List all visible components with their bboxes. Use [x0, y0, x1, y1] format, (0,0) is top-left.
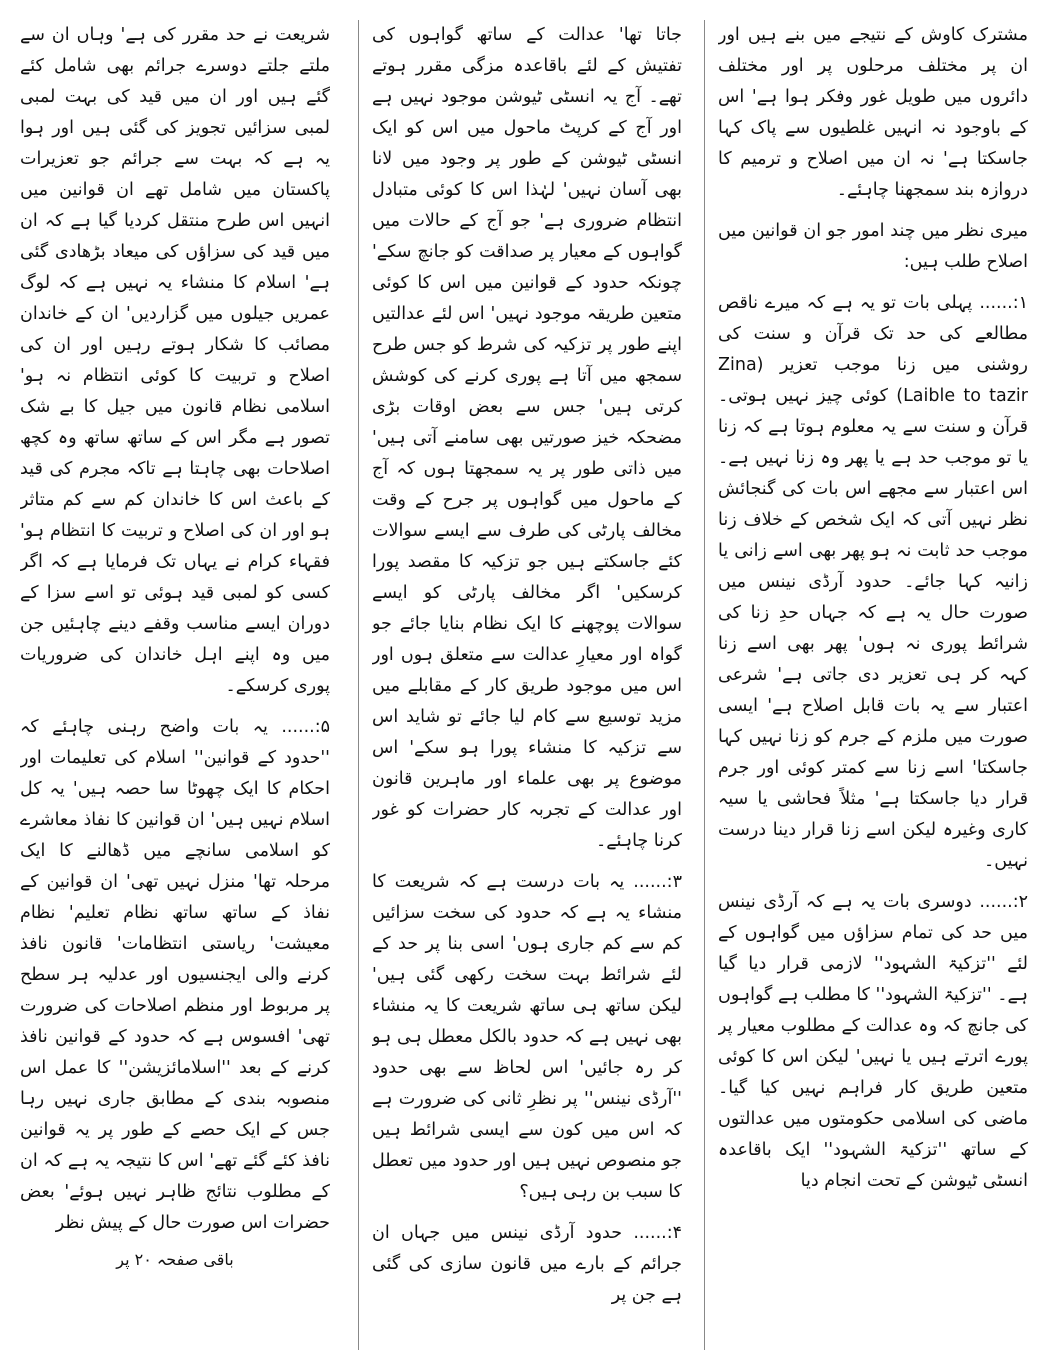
paragraph: ۵:...... یہ بات واضح رہنی چاہئے کہ ''حدود کے قوانین'' اسلام کی تعلیمات اور احکام کا ایک چھوٹا سا حصہ ہیں' یہ کل اسلام نہیں ہیں' ان قوانین کا نفاذ معاشرے کو اسلامی سانچے میں ڈھالنے کا ایک مرحلہ تھا' منزل نہیں تھی' ان قوانین کے نفاذ کے ساتھ ساتھ نظام تعلیم' نظام معیشت' ریاستی انتظامات' قانون نافذ کرنے والی ایجنسیوں اور عدلیہ ہر سطح پر مربوط اور منظم اصلاحات کی ضرورت تھی' افسوس ہے کہ حدود کے قوانین نافذ کرنے کے بعد ''اسلامائزیشن'' کا عمل اس منصوبہ بندی کے مطابق جاری نہیں رہا جس کے ایک حصے کے طور پر یہ قوانین نافذ کئے گئے تھے' اس کا نتیجہ یہ ہے کہ ان کے مطلوب نتائج ظاہر نہیں ہوئے' بعض حضرات اس صورت حال کے پیش نظر: [20, 717, 330, 1233]
paragraph: مشترک کاوش کے نتیجے میں بنے ہیں اور ان پر مختلف مرحلوں پر اور مختلف دائروں میں طویل غور وفکر ہوا ہے' اس کے باوجود نہ انہیں غلطیوں سے پاک کہا جاسکتا ہے' نہ ان میں اصلاح و ترمیم کا دروازہ بند سمجھنا چاہئے۔: [718, 25, 1028, 200]
paragraph: ۱:...... پہلی بات تو یہ ہے کہ میرے ناقص مطالعے کی حد تک قرآن و سنت کی روشنی میں زنا موجب تعزیر (Zina Laible to tazir) کوئی چیز نہیں ہوتی۔ قرآن و سنت سے یہ معلوم ہوتا ہے کہ زنا یا تو موجب حد ہے یا پھر وہ زنا نہیں ہے۔ اس اعتبار سے مجھے اس بات کی گنجائش نظر نہیں آتی کہ ایک شخص کے خلاف زنا موجب حد ثابت نہ ہو پھر بھی اسے زانی یا زانیہ کہا جائے۔ حدود آرڈی نینس میں صورت حال یہ ہے کہ جہاں حدِ زنا کی شرائط پوری نہ ہوں' پھر بھی اسے زنا کہہ کر ہی تعزیر دی جاتی ہے' شرعی اعتبار سے یہ بات قابل اصلاح ہے' ایسی صورت میں ملزم کے جرم کو زنا نہیں کہا جاسکتا' اسے زنا سے کمتر کوئی اور جرم قرار دیا جاسکتا ہے' مثلاً فحاشی یا سیہ کاری وغیرہ لیکن اسے زنا قرار دینا درست نہیں۔: [718, 293, 1028, 871]
paragraph: میری نظر میں چند امور جو ان قوانین میں اصلاح طلب ہیں:: [718, 221, 1028, 272]
paragraph: جاتا تھا' عدالت کے ساتھ گواہوں کی تفتیش کے لئے باقاعدہ مزگی مقرر ہوتے تھے۔ آج یہ انسٹی ٹیوشن موجود نہیں ہے اور آج کے کرپٹ ماحول میں اس کو ایک انسٹی ٹیوشن کے طور پر وجود میں لانا بھی آسان نہیں' لہٰذا اس کا کوئی متبادل انتظام ضروری ہے' جو آج کے حالات میں گواہوں کے معیار پر صداقت کو جانچ سکے' چونکہ حدود کے قوانین میں اس کا کوئی متعین طریقہ موجود نہیں' اس لئے عدالتیں اپنے طور پر تزکیہ کی شرط کو جس طرح سمجھ میں آتا ہے پوری کرنے کی کوشش کرتی ہیں' جس سے بعض اوقات بڑی مضحکہ خیز صورتیں بھی سامنے آتی ہیں' میں ذاتی طور پر یہ سمجھتا ہوں کہ آج کے ماحول میں گواہوں پر جرح کے وقت مخالف پارٹی کی طرف سے ایسے سوالات کئے جاسکتے ہیں جو تزکیہ کا مقصد پورا کرسکیں' اگر مخالف پارٹی کو ایسے سوالات پوچھنے کا ایک نظام بنایا جائے جو گواہ اور معیارِ عدالت سے متعلق ہوں اور اس میں موجود طریق کار کے مقابلے میں مزید توسیع سے کام لیا جائے تو شاید اس سے تزکیہ کا منشاء پورا ہو سکے' اس موضوع پر بھی علماء اور ماہرین قانون اور عدالت کے تجربہ کار حضرات کو غور کرنا چاہئے۔: [372, 25, 682, 851]
column-divider: [704, 20, 705, 1350]
continued-on-page-note: باقی صفحہ ۲۰ پر: [116, 1250, 234, 1269]
paragraph: ۳:...... یہ بات درست ہے کہ شریعت کا منشاء یہ ہے کہ حدود کی سخت سزائیں کم سے کم جاری ہوں' اسی بنا پر حد کے لئے شرائط بہت سخت رکھی گئی ہیں' لیکن ساتھ ہی ساتھ شریعت کا یہ منشاء بھی نہیں ہے کہ حدود بالکل معطل ہی ہو کر رہ جائیں' اس لحاظ سے بھی حدود ''آرڈی نینس'' پر نظرِ ثانی کی ضرورت ہے کہ اس میں کون سے ایسی شرائط ہیں جو منصوص نہیں ہیں اور حدود میں تعطل کا سبب بن رہی ہیں؟: [372, 872, 682, 1202]
text-column-middle: [372, 20, 682, 1350]
paragraph: شریعت نے حد مقرر کی ہے' وہاں ان سے ملتے جلتے دوسرے جرائم بھی شامل کئے گئے ہیں اور ان میں قید کی بہت لمبی لمبی سزائیں تجویز کی گئی ہیں اور ہوا یہ ہے کہ بہت سے جرائم جو تعزیرات پاکستان میں شامل تھے ان قوانین میں انہیں اس طرح منتقل کردیا گیا ہے کہ ان میں قید کی سزاؤں کی میعاد بڑھادی گئی ہے' اسلام کا منشاء یہ نہیں ہے کہ لوگ عمریں جیلوں میں گزاردیں' ان کے خاندان مصائب کا شکار ہوتے رہیں اور ان کی اصلاح و تربیت کا کوئی انتظام نہ ہو' اسلامی نظام قانون میں جیل کا بے شک تصور ہے مگر اس کے ساتھ ساتھ وہ کچھ اصلاحات بھی چاہتا ہے تاکہ مجرم کی قید کے باعث اس کا خاندان کم سے کم متاثر ہو اور ان کی اصلاح و تربیت کا انتظام ہو' فقہاء کرام نے یہاں تک فرمایا ہے کہ اگر کسی کو لمبی قید ہوئی تو اسے سزا کے دوران ایسے مناسب وقفے دینے چاہئیں جن میں وہ اپنے اہل خاندان کی ضروریات پوری کرسکے۔: [20, 25, 330, 696]
text-column-left: [20, 20, 330, 1350]
text-column-right: [718, 20, 1028, 1350]
column-divider: [358, 20, 359, 1350]
paragraph: ۴:...... حدود آرڈی نینس میں جہاں ان جرائم کے بارے میں قانون سازی کی گئی ہے جن پر: [372, 1223, 682, 1305]
paragraph: ۲:...... دوسری بات یہ ہے کہ آرڈی نینس میں حد کی تمام سزاؤں میں گواہوں کے لئے ''تزکیۃ الشہود'' لازمی قرار دیا گیا ہے۔ ''تزکیۃ الشہود'' کا مطلب ہے گواہوں کی جانچ کہ وہ عدالت کے مطلوب معیار پر پورے اترتے ہیں یا نہیں' لیکن اس کا کوئی متعین طریق کار فراہم نہیں کیا گیا۔ ماضی کی اسلامی حکومتوں میں عدالتوں کے ساتھ ''تزکیۃ الشہود'' ایک باقاعدہ انسٹی ٹیوشن کے تحت انجام دیا: [718, 892, 1028, 1191]
